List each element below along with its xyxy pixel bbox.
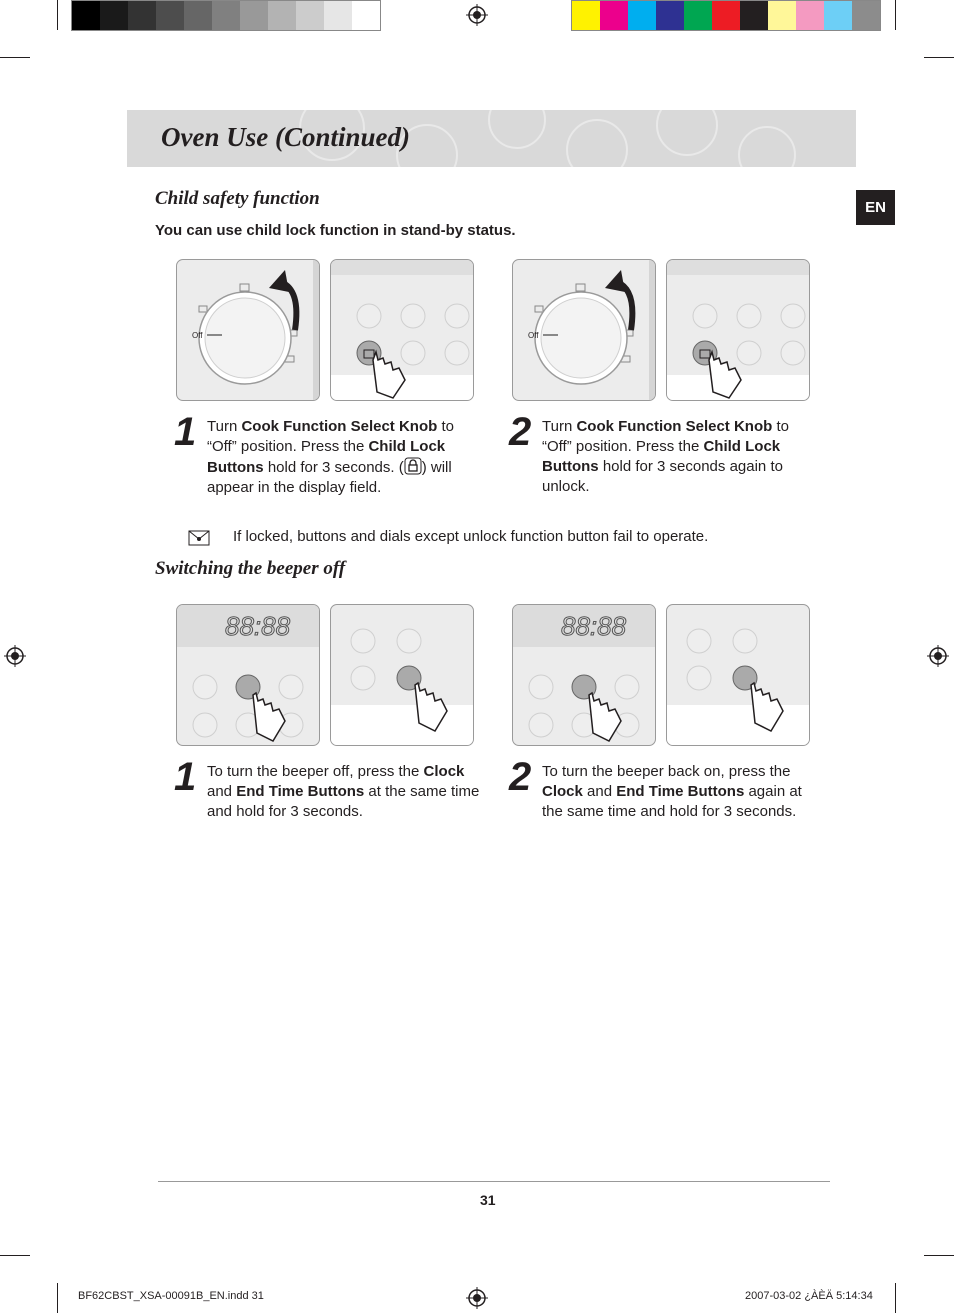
color-swatch [324, 1, 352, 30]
knob-off-label: Off [192, 331, 203, 340]
color-swatch [740, 1, 768, 30]
note-icon [188, 530, 210, 546]
step-text: To turn the beeper back on, press the Clock and End Time Buttons again at the same time and hold for 3 seconds. [542, 763, 802, 820]
display-panel-illustration [512, 604, 656, 746]
crop-mark [57, 0, 58, 30]
display-digits: 88:88 [561, 611, 627, 641]
step-number: 2 [509, 410, 530, 454]
color-swatch [72, 1, 100, 30]
footer-divider [158, 1181, 830, 1182]
color-swatch [824, 1, 852, 30]
step-number: 1 [174, 410, 195, 454]
color-swatch [852, 1, 880, 30]
crop-mark [0, 1255, 30, 1256]
crop-mark [0, 57, 30, 58]
color-swatch [240, 1, 268, 30]
color-swatch [212, 1, 240, 30]
beeper-title: Switching the beeper off [155, 558, 346, 579]
language-tab: EN [856, 190, 895, 225]
knob-illustration [512, 259, 656, 401]
crop-mark [895, 0, 896, 30]
step-text: To turn the beeper off, press the Clock and End Time Buttons at the same time and hold for 3 seconds. [207, 763, 480, 820]
note-text: If locked, buttons and dials except unlock function button fail to operate. [233, 528, 709, 545]
color-swatch [768, 1, 796, 30]
color-swatch [268, 1, 296, 30]
gray-color-bar [71, 0, 381, 31]
color-swatch [796, 1, 824, 30]
registration-mark-icon [466, 4, 488, 26]
color-swatch [600, 1, 628, 30]
color-swatch [712, 1, 740, 30]
registration-mark-icon [466, 1287, 488, 1309]
page-number: 31 [480, 1192, 496, 1208]
registration-mark-icon [4, 645, 26, 667]
child-safety-intro: You can use child lock function in stand-by status. [155, 222, 516, 239]
color-swatch [296, 1, 324, 30]
control-panel-illustration [330, 604, 474, 746]
display-digits: 88:88 [225, 611, 291, 641]
step-number: 1 [174, 755, 195, 799]
control-panel-illustration [666, 259, 810, 401]
color-swatch [628, 1, 656, 30]
crop-mark [924, 57, 954, 58]
crop-mark [895, 1283, 896, 1313]
color-swatch [656, 1, 684, 30]
display-panel-illustration [176, 604, 320, 746]
control-panel-illustration [330, 259, 474, 401]
child-safety-title: Child safety function [155, 188, 320, 209]
file-slug: BF62CBST_XSA-00091B_EN.indd 31 [78, 1290, 264, 1302]
step-text: Turn Cook Function Select Knob to “Off” position. Press the Child Lock Buttons hold for 3 seconds again to unlock. [542, 418, 789, 495]
control-panel-illustration [666, 604, 810, 746]
lock-icon [404, 457, 422, 475]
color-swatch [184, 1, 212, 30]
page-title: Oven Use (Continued) [161, 122, 410, 152]
step-text: Turn Cook Function Select Knob to “Off” position. Press the Child Lock Buttons hold for 3 seconds. ( ) will appear in the display field. [207, 418, 454, 496]
registration-mark-icon [927, 645, 949, 667]
color-swatch [100, 1, 128, 30]
date-slug: 2007-03-02 ¿ÀÈÄ 5:14:34 [745, 1290, 873, 1302]
color-swatch [128, 1, 156, 30]
color-bar [571, 0, 881, 31]
step-number: 2 [509, 755, 530, 799]
color-swatch [352, 1, 380, 30]
color-swatch [156, 1, 184, 30]
crop-mark [57, 1283, 58, 1313]
page-header [127, 110, 856, 167]
knob-off-label: Off [528, 331, 539, 340]
color-swatch [684, 1, 712, 30]
crop-mark [924, 1255, 954, 1256]
color-swatch [572, 1, 600, 30]
knob-illustration [176, 259, 320, 401]
